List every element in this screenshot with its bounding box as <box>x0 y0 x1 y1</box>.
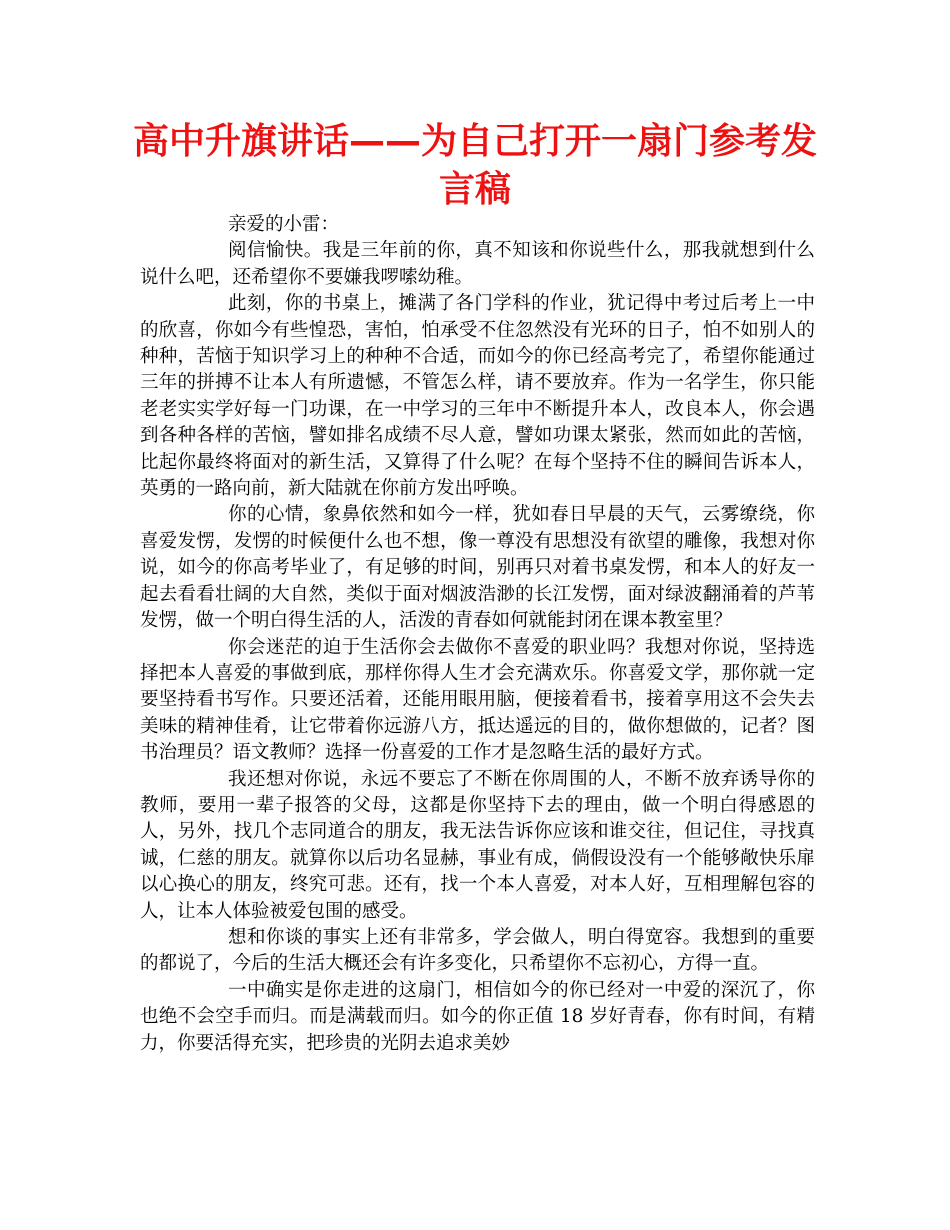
paragraph-1: 阅信愉快。我是三年前的你，真不知该和你说些什么，那我就想到什么说什么吧，还希望你不要嫌我啰嗦幼稚。 <box>140 240 815 288</box>
paragraph-3: 你的心情，象鼻依然和如今一样，犹如春日早晨的天气，云雾缭绕，你喜爱发愣，发愣的时候便什么也不想，像一尊没有思想没有欲望的雕像，我想对你说，如今的你高考毕业了，有足够的时间，别再只对着书桌发愣，和本人的好友一起去看看壮阔的大自然，类似于面对烟波浩渺的长江发愣，面对绿波翻涌着的芦苇发愣，做一个明白得生活的人，活泼的青春如何就能封闭在课本教室里？ <box>140 504 815 632</box>
paragraph-6: 想和你谈的事实上还有非常多，学会做人，明白得宽容。我想到的重要的都说了，今后的生活大概还会有许多变化，只希望你不忘初心，方得一直。 <box>140 926 815 975</box>
paragraph-4: 你会迷茫的迫于生活你会去做你不喜爱的职业吗？我想对你说，坚持选择把本人喜爱的事做到底，那样你得人生才会充满欢乐。你喜爱文学，那你就一定要坚持看书写作。只要还活着，还能用眼用脑，便接着看书，接着享用这不会失去美味的精神佳肴，让它带着你远游八方，抵达遥远的目的，做你想做的，记者？图书治理员？语文教师？选择一份喜爱的工作才是忽略生活的最好方式。 <box>140 636 815 764</box>
paragraph-7: 一中确实是你走进的这扇门，相信如今的你已经对一中爱的深沉了，你也绝不会空手而归。而是满载而归。如今的你正值 18 岁好青春，你有时间，有精力，你要活得充实，把珍贵的光阴去追求美妙 <box>140 979 815 1054</box>
greeting-line: 亲爱的小雷： <box>228 214 340 235</box>
document-title: 高中升旗讲话——为自己打开一扇门参考发言稿 <box>132 121 817 210</box>
paragraph-5: 我还想对你说，永远不要忘了不断在你周围的人，不断不放弃诱导你的教师，要用一辈子报答的父母，这都是你坚持下去的理由，做一个明白得感恩的人，另外，找几个志同道合的朋友，我无法告诉你应该和谁交往，但记住，寻找真诚，仁慈的朋友。就算你以后功名显赫，事业有成，倘假设没有一个能够敞快乐扉以心换心的朋友，终究可悲。还有，找一个本人喜爱，对本人好，互相理解包容的人，让本人体验被爱包围的感受。 <box>140 768 815 922</box>
paragraph-2: 此刻，你的书桌上，摊满了各门学科的作业，犹记得中考过后考上一中的欣喜，你如今有些惶恐，害怕，怕承受不住忽然没有光环的日子，怕不如别人的种种，苦恼于知识学习上的种种不合适，而如今的你已经高考完了，希望你能通过三年的拼搏不让本人有所遗憾，不管怎么样，请不要放弃。作为一名学生，你只能老老实实学好每一门功课，在一中学习的三年中不断提升本人，改良本人，你会遇到各种各样的苦恼，譬如排名成绩不尽人意，譬如功课太紧张，然而如此的苦恼，比起你最终将面对的新生活，又算得了什么呢？在每个坚持不住的瞬间告诉本人，英勇的一路向前，新大陆就在你前方发出呼唤。 <box>140 293 815 500</box>
document-body <box>140 212 815 1057</box>
